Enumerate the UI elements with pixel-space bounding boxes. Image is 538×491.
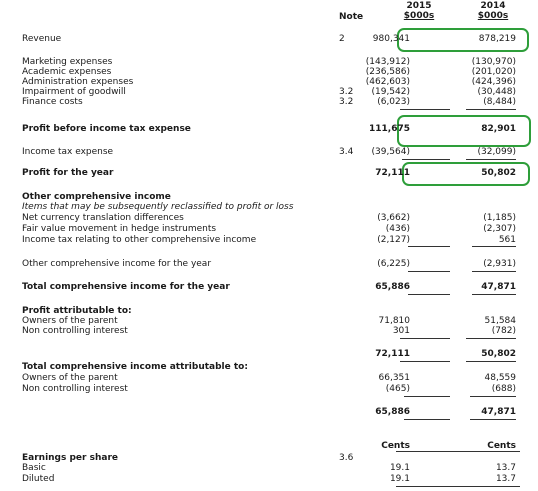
revenue-label: Revenue (22, 34, 62, 44)
note-column-header: Note (339, 12, 364, 22)
tci-underline-2014 (472, 294, 516, 295)
oci-tax-2015: (2,127) (377, 235, 410, 245)
oci-total-2015: (6,225) (377, 259, 410, 269)
marketing-2014: (130,970) (471, 57, 516, 67)
tax-note: 3.4 (339, 147, 354, 157)
oci-tax-label: Income tax relating to other comprehensive income (22, 235, 257, 245)
pa-underline-2014 (466, 338, 516, 339)
pa-total-2014: 50,802 (481, 349, 516, 359)
oci-total-label: Other comprehensive income for the year (22, 259, 212, 269)
pfy-2014: 50,802 (481, 168, 516, 178)
pa-owners-2015: 71,810 (378, 316, 410, 326)
fx-label: Net currency translation differences (22, 213, 184, 223)
academic-2014: (201,020) (471, 67, 516, 77)
cents-2015-header: Cents (381, 441, 410, 451)
admin-2015: (462,603) (365, 77, 410, 87)
revenue-note: 2 (339, 34, 345, 44)
expenses-underline-2014 (466, 109, 516, 110)
finance-2014: (8,484) (483, 97, 516, 107)
pa-owners-label: Owners of the parent (22, 316, 118, 326)
tcia-total-underline-2014 (470, 419, 516, 420)
pa-total-underline-2014 (466, 361, 516, 362)
basic-2014: 13.7 (495, 463, 516, 473)
tcia-nci-label: Non controlling interest (22, 384, 128, 394)
eps-note: 3.6 (339, 453, 354, 463)
marketing-2015: (143,912) (365, 57, 410, 67)
profit-attributable-heading: Profit attributable to: (22, 306, 132, 316)
diluted-2014: 13.7 (495, 474, 516, 484)
tcia-underline-2015 (404, 396, 450, 397)
basic-2015: 19.1 (389, 463, 410, 473)
tcia-total-underline-2015 (404, 419, 450, 420)
cents-2014-header: Cents (487, 441, 516, 451)
tci-2015: 65,886 (375, 282, 410, 292)
oci-heading: Other comprehensive income (22, 192, 171, 202)
tax-underline-2014 (466, 159, 516, 160)
tax-label: Income tax expense (22, 147, 114, 157)
impairment-note: 3.2 (339, 87, 354, 97)
pfy-label: Profit for the year (22, 168, 114, 178)
impairment-label: Impairment of goodwill (22, 87, 126, 97)
tci-label: Total comprehensive income for the year (22, 282, 230, 292)
impairment-2015: (19,542) (371, 87, 410, 97)
fx-2015: (3,662) (377, 213, 410, 223)
oci-total-underline-2015 (408, 271, 450, 272)
oci-underline-2014 (472, 246, 516, 247)
pa-total-underline-2015 (400, 361, 450, 362)
tci-2014: 47,871 (481, 282, 516, 292)
tax-underline-2015 (402, 159, 450, 160)
tcia-owners-2015: 66,351 (378, 373, 410, 383)
hedge-label: Fair value movement in hedge instruments (22, 224, 217, 234)
tax-2014: (32,099) (477, 147, 516, 157)
pa-nci-2015: 301 (392, 326, 410, 336)
hedge-2014: (2,307) (483, 224, 516, 234)
basic-label: Basic (22, 463, 46, 473)
pa-nci-2014: (782) (491, 326, 516, 336)
oci-total-underline-2014 (472, 271, 516, 272)
tcia-nci-2014: (688) (491, 384, 516, 394)
oci-subheading: Items that may be subsequently reclassified to profit or loss (22, 202, 294, 212)
admin-2014: (424,396) (471, 77, 516, 87)
tcia-owners-label: Owners of the parent (22, 373, 118, 383)
pa-underline-2015 (400, 338, 450, 339)
tcia-nci-2015: (465) (385, 384, 410, 394)
tci-underline-2015 (408, 294, 450, 295)
finance-2015: (6,023) (377, 97, 410, 107)
academic-label: Academic expenses (22, 67, 112, 77)
oci-underline-2015 (408, 246, 450, 247)
year-2015-header: 2015 $000s (403, 1, 435, 21)
pa-owners-2014: 51,584 (484, 316, 516, 326)
finance-note: 3.2 (339, 97, 354, 107)
tax-2015: (39,564) (371, 147, 410, 157)
hedge-2015: (436) (385, 224, 410, 234)
tcia-total-2015: 65,886 (375, 407, 410, 417)
pfy-2015: 72,111 (375, 168, 410, 178)
tci-attributable-heading: Total comprehensive income attributable to: (22, 362, 248, 372)
tcia-owners-2014: 48,559 (484, 373, 516, 383)
marketing-label: Marketing expenses (22, 57, 113, 67)
revenue-2014: 878,219 (478, 34, 516, 44)
oci-total-2014: (2,931) (483, 259, 516, 269)
finance-label: Finance costs (22, 97, 83, 107)
pa-nci-label: Non controlling interest (22, 326, 128, 336)
tcia-total-2014: 47,871 (481, 407, 516, 417)
cents-divider (396, 451, 520, 452)
oci-tax-2014: 561 (498, 235, 516, 245)
tcia-underline-2014 (470, 396, 516, 397)
eps-underline (396, 486, 520, 487)
revenue-2015: 980,341 (372, 34, 410, 44)
pbt-2014: 82,901 (481, 124, 516, 134)
pa-total-2015: 72,111 (375, 349, 410, 359)
impairment-2014: (30,448) (477, 87, 516, 97)
year-2014-header: 2014 $000s (477, 1, 509, 21)
pbt-2015: 111,675 (369, 124, 410, 134)
diluted-label: Diluted (22, 474, 55, 484)
expenses-underline-2015 (400, 109, 450, 110)
eps-heading: Earnings per share (22, 453, 118, 463)
academic-2015: (236,586) (365, 67, 410, 77)
fx-2014: (1,185) (483, 213, 516, 223)
diluted-2015: 19.1 (389, 474, 410, 484)
pbt-label: Profit before income tax expense (22, 124, 191, 134)
admin-label: Administration expenses (22, 77, 134, 87)
